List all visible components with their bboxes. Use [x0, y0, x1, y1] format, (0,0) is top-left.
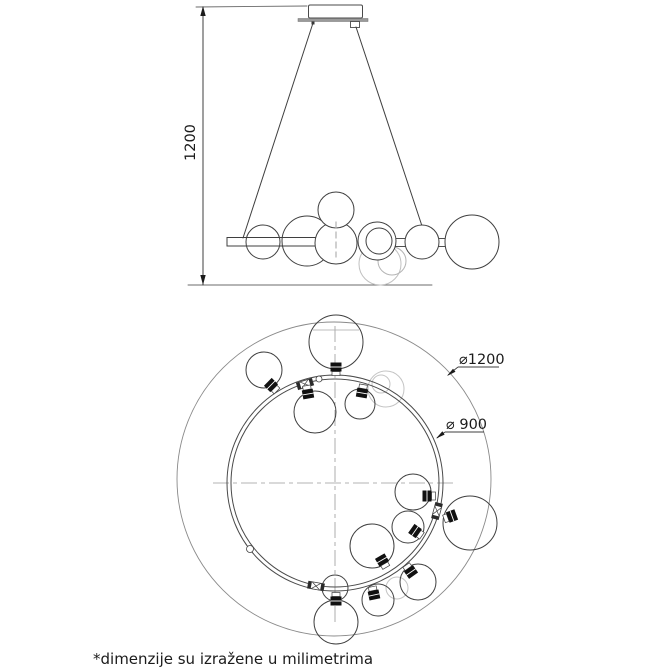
suspension-wire-left — [243, 23, 313, 238]
footnote: *dimenzije su izražene u milimetrima — [93, 650, 374, 668]
hidden-sphere — [372, 375, 390, 393]
outer-diameter-label: ⌀1200 — [459, 352, 505, 368]
sphere-clamp — [408, 524, 425, 540]
glass-sphere — [294, 391, 336, 433]
lamp-rod — [227, 238, 317, 247]
sphere-clamp — [367, 586, 380, 601]
glass-sphere — [246, 225, 280, 259]
sphere-clamp — [356, 384, 369, 399]
ring-coupler — [308, 581, 325, 591]
dimension-extension-line-top — [196, 6, 307, 7]
glass-sphere — [445, 215, 499, 269]
dimension-arrow-up — [200, 6, 205, 16]
ring-coupler — [432, 502, 443, 519]
sphere-clamp — [423, 491, 436, 502]
top-plan-view — [177, 315, 505, 644]
canopy-box — [309, 5, 363, 18]
outer-diameter-dimension — [447, 352, 505, 376]
height-dimension-label: 1200 — [183, 124, 199, 161]
glass-sphere — [314, 600, 358, 644]
suspension-wire-right — [356, 27, 422, 226]
glass-sphere — [405, 225, 439, 259]
leader-arrow — [436, 431, 445, 438]
canopy-plate — [298, 19, 368, 22]
ring-diameter-label: ⌀ 900 — [446, 417, 488, 433]
wire-anchor-right — [351, 22, 360, 28]
glass-sphere — [246, 352, 282, 388]
sphere-clamp — [331, 593, 342, 606]
dimension-arrow-down — [200, 275, 205, 285]
glass-sphere — [309, 315, 363, 369]
sphere-clamp — [442, 509, 458, 524]
ring-diameter-dimension — [436, 417, 487, 439]
glass-sphere — [362, 584, 394, 616]
ring-joint — [247, 546, 254, 553]
sphere-clamp — [301, 385, 314, 400]
side-elevation-view — [183, 5, 499, 285]
ring-joint — [316, 376, 322, 382]
sphere-clamp — [331, 363, 342, 376]
glass-sphere — [443, 496, 497, 550]
ceiling-canopy — [298, 5, 368, 28]
